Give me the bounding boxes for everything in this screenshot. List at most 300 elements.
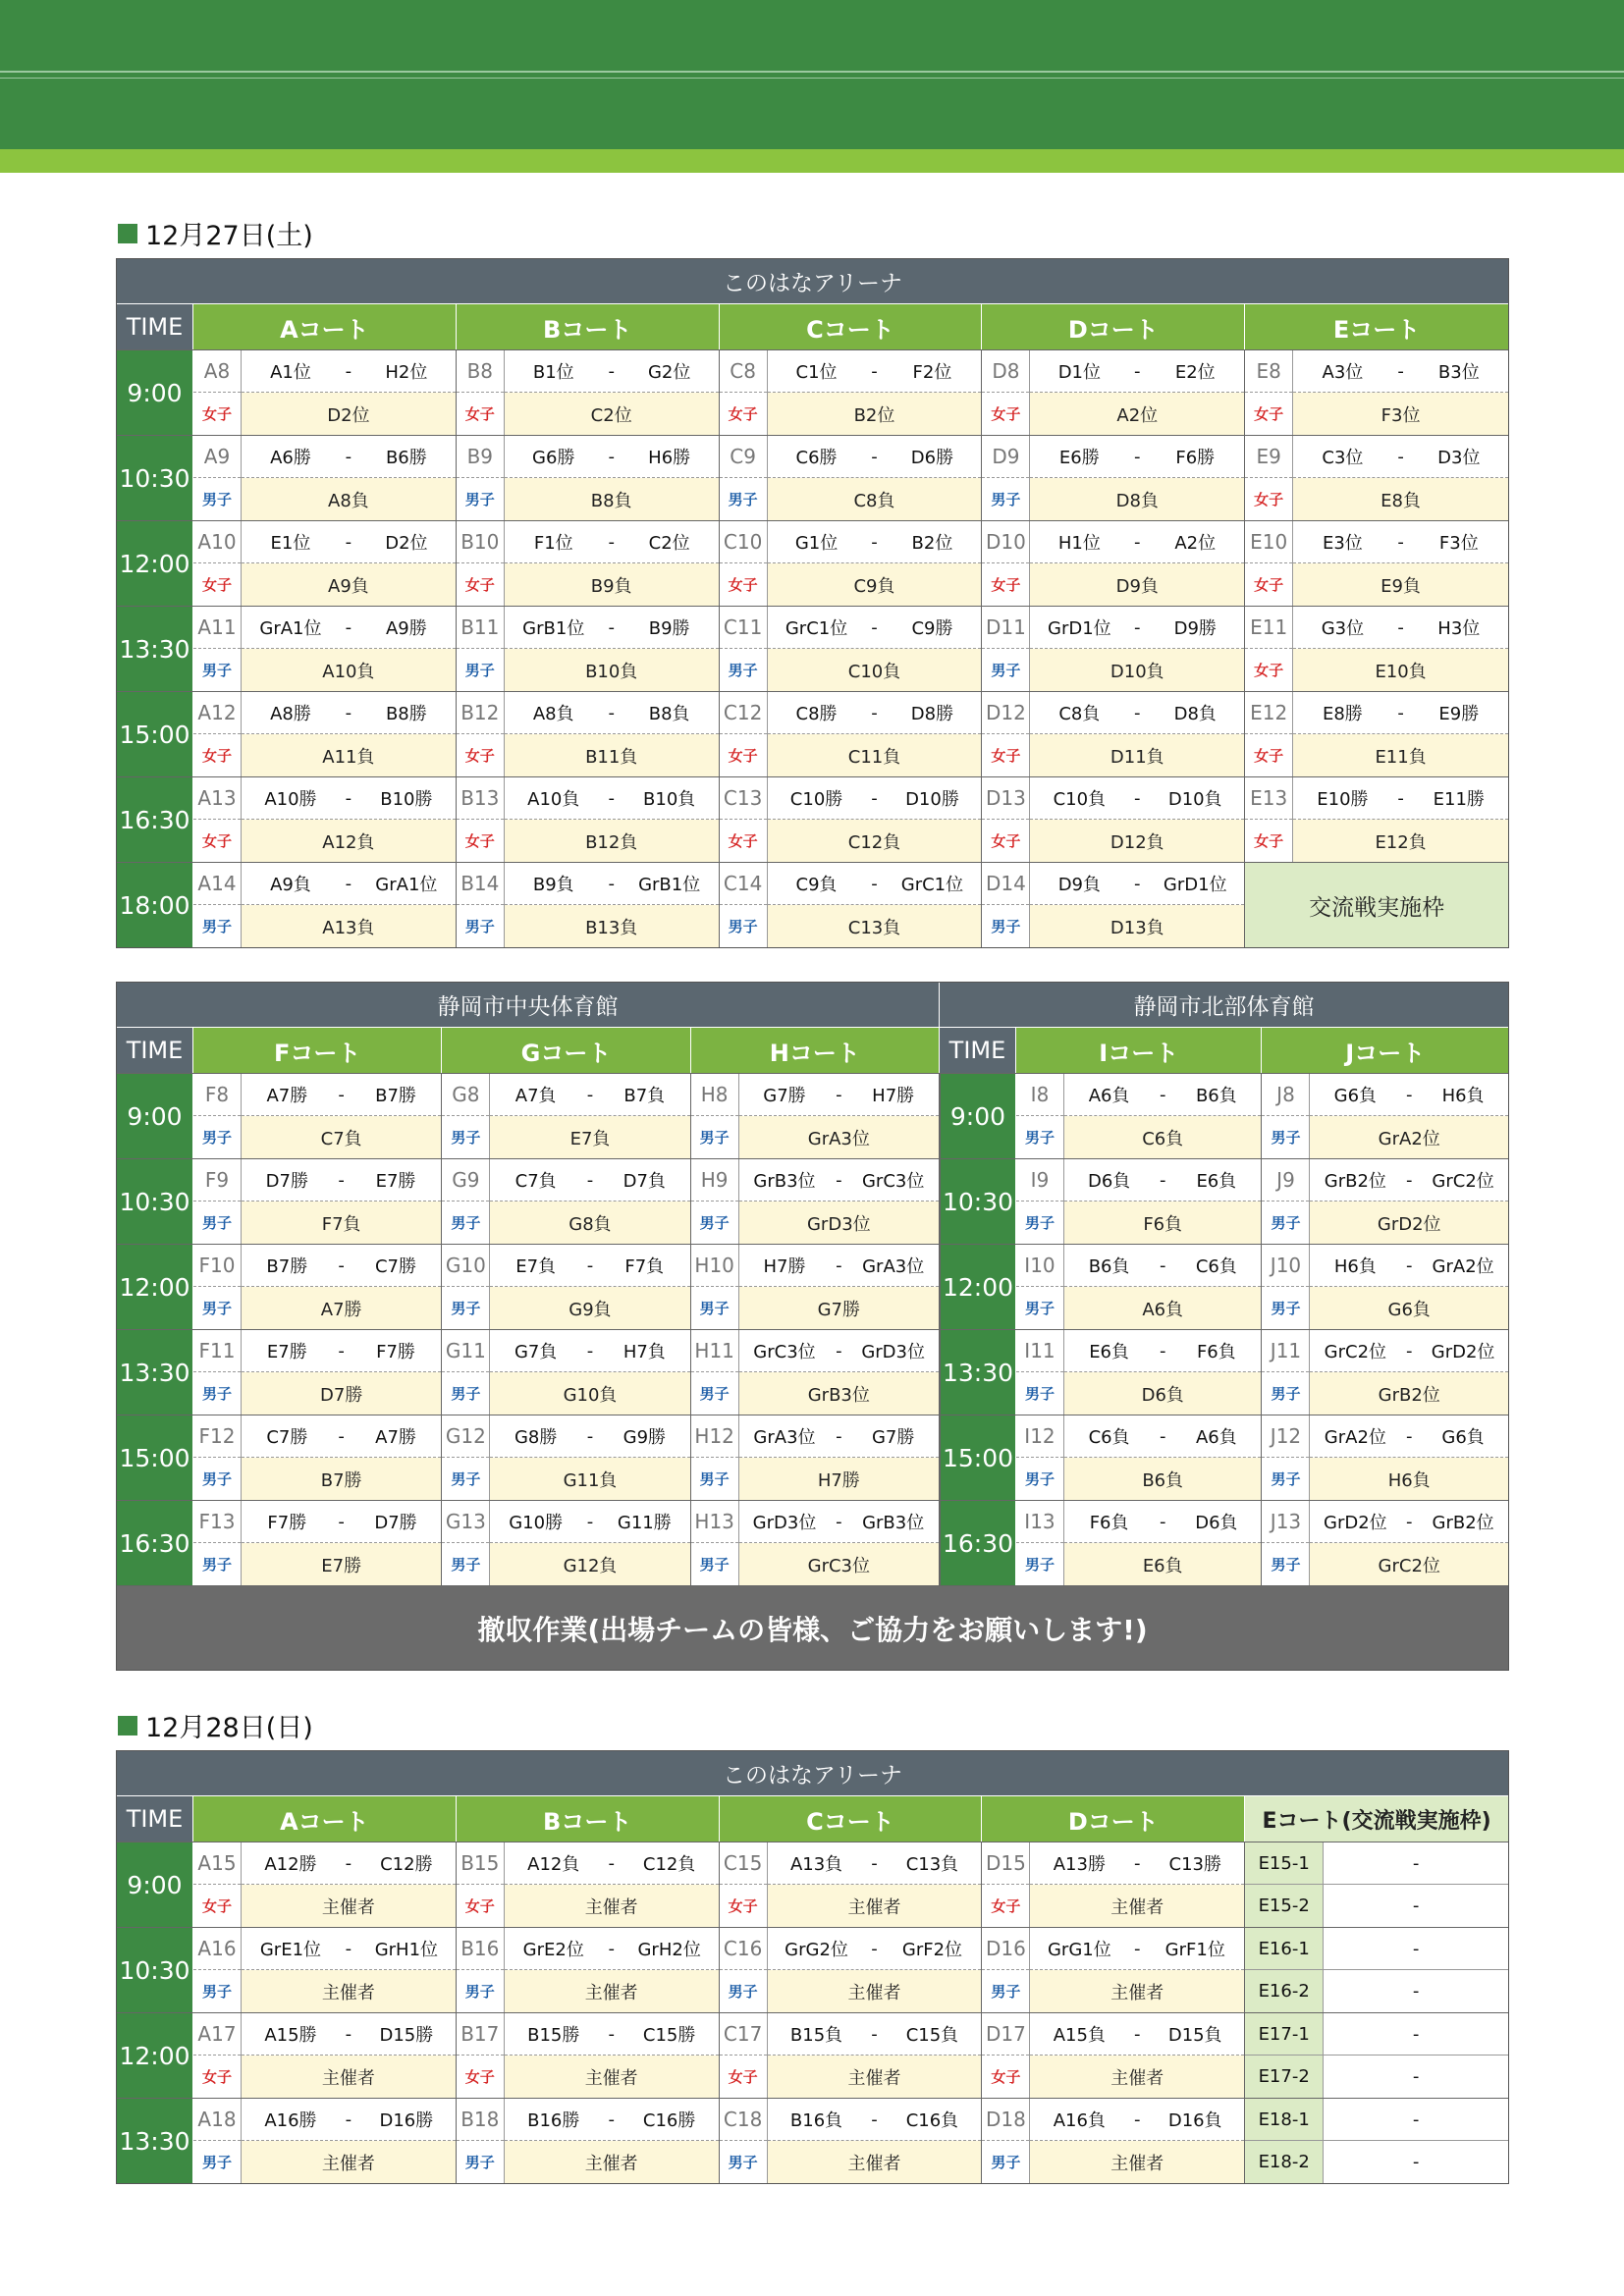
matchup-teams — [1064, 1330, 1262, 1372]
game-label — [193, 1159, 242, 1244]
team-2: GrF1位 — [1164, 1940, 1225, 1960]
vs-dash: - — [1159, 1340, 1166, 1362]
game-id: J11 — [1262, 1330, 1309, 1372]
exchange-slot: 交流戦実施枠 — [1245, 863, 1508, 947]
matchup-teams — [739, 1159, 939, 1201]
game-cell — [691, 1159, 940, 1244]
team-2: H7負 — [623, 1342, 666, 1362]
game-label — [442, 1159, 490, 1244]
matchup — [1030, 436, 1244, 520]
time-label: 15:00 — [940, 1415, 1016, 1500]
game-cell — [193, 1842, 457, 1927]
time-slot-row — [117, 862, 1508, 947]
exchange-line — [1245, 1970, 1508, 2012]
game-cell — [720, 777, 983, 862]
game-cell — [442, 1415, 690, 1500]
game-label — [193, 1245, 242, 1329]
gender-tag: 女子 — [728, 576, 758, 594]
game-label — [982, 2099, 1030, 2183]
matchup-teams — [242, 1330, 441, 1372]
venue-header: このはなアリーナ — [117, 1751, 1508, 1796]
referee: A13負 — [242, 905, 456, 947]
gender-tag: 男子 — [1271, 1214, 1301, 1232]
matchup-teams — [1293, 350, 1508, 393]
team-2: D8勝 — [910, 704, 954, 724]
game-cell — [982, 1842, 1245, 1927]
time-label: 13:30 — [117, 1330, 193, 1415]
referee: E12負 — [1293, 820, 1508, 862]
referee: G11負 — [490, 1458, 689, 1500]
team-2: D15負 — [1167, 2025, 1222, 2046]
referee: A9負 — [242, 563, 456, 606]
vs-dash: - — [586, 1340, 594, 1362]
game-cell — [457, 777, 720, 862]
vs-dash: - — [1397, 787, 1404, 809]
venue-header: 静岡市北部体育館 — [940, 983, 1508, 1028]
exchange-line — [1245, 1885, 1508, 1927]
game-cell — [691, 1415, 940, 1500]
team-1: B7勝 — [266, 1256, 308, 1277]
exchange-game-value: - — [1412, 1896, 1420, 1916]
game-id: H12 — [691, 1415, 738, 1458]
game-cell — [1016, 1074, 1263, 1158]
team-1: GrD2位 — [1324, 1513, 1387, 1533]
game-cell — [193, 1415, 442, 1500]
game-cell — [720, 521, 983, 606]
team-1: D9負 — [1057, 875, 1101, 895]
game-id: E9 — [1245, 436, 1292, 478]
gender-tag: 男子 — [991, 491, 1021, 508]
game-id: C12 — [720, 692, 767, 734]
referee: GrB3位 — [739, 1372, 939, 1415]
time-label: 15:00 — [117, 692, 193, 776]
gender-tag: 女子 — [464, 1897, 495, 1915]
schedule-table-day2-arena — [116, 1750, 1509, 2184]
referee: F7負 — [242, 1201, 441, 1244]
team-2: D7勝 — [374, 1513, 417, 1533]
court-header: Dコート — [982, 304, 1245, 349]
team-2: D15勝 — [379, 2025, 434, 2046]
matchup-teams — [242, 1842, 456, 1885]
gender-tag: 男子 — [201, 1983, 232, 2001]
matchup — [505, 2013, 719, 2098]
matchup-teams — [505, 1842, 719, 1885]
matchup — [242, 2013, 456, 2098]
game-id: A15 — [193, 1842, 241, 1885]
matchup — [1064, 1245, 1262, 1329]
matchup — [242, 692, 456, 776]
team-2: D7負 — [623, 1171, 666, 1192]
vs-dash: - — [345, 1852, 352, 1874]
game-label — [982, 1928, 1030, 2012]
referee: C11負 — [768, 734, 982, 776]
vs-dash: - — [345, 531, 352, 553]
game-label — [1016, 1245, 1064, 1329]
matchup — [1293, 521, 1508, 606]
time-label: 12:00 — [117, 521, 193, 606]
vs-dash: - — [345, 446, 352, 467]
team-1: GrA1位 — [259, 618, 322, 639]
game-id: C14 — [720, 863, 767, 905]
time-header: TIME — [940, 1028, 1016, 1073]
game-id: I9 — [1016, 1159, 1063, 1201]
matchup — [242, 436, 456, 520]
game-label — [442, 1501, 490, 1585]
court-header: Eコート(交流戦実施枠) — [1245, 1796, 1508, 1842]
team-1: G1位 — [794, 533, 839, 554]
team-2: C2位 — [648, 533, 690, 554]
matchup-teams — [505, 692, 719, 734]
game-cell — [457, 350, 720, 435]
matchup-teams — [1030, 777, 1244, 820]
time-slot-row — [117, 1927, 1508, 2012]
time-header: TIME — [117, 304, 193, 349]
matchup-teams — [768, 692, 982, 734]
game-label — [193, 1842, 242, 1927]
gender-tag: 女子 — [991, 1897, 1021, 1915]
vs-dash: - — [345, 1938, 352, 1959]
team-2: G2位 — [647, 362, 691, 383]
time-label: 9:00 — [117, 1074, 193, 1158]
exchange-game-id: E16-1 — [1245, 1928, 1324, 1969]
gender-tag: 男子 — [201, 1385, 232, 1403]
time-slot-row — [117, 435, 1508, 520]
team-1: B9負 — [532, 875, 574, 895]
matchup — [242, 350, 456, 435]
game-label — [193, 692, 242, 776]
exchange-column — [1245, 2099, 1508, 2183]
team-1: A7負 — [514, 1086, 557, 1106]
referee: F6負 — [1064, 1201, 1262, 1244]
matchup-teams — [242, 2099, 456, 2141]
referee: 主催者 — [768, 2141, 982, 2183]
team-2: F3位 — [1438, 533, 1479, 554]
game-id: G9 — [442, 1159, 489, 1201]
vs-dash: - — [586, 1425, 594, 1447]
matchup-teams — [490, 1159, 689, 1201]
referee: B10負 — [505, 649, 719, 691]
team-2: A6負 — [1195, 1427, 1237, 1448]
vs-dash: - — [1134, 1852, 1141, 1874]
team-1: H1位 — [1057, 533, 1101, 554]
matchup — [1064, 1330, 1262, 1415]
game-label — [1262, 1330, 1310, 1415]
game-label — [1016, 1415, 1064, 1500]
vs-dash: - — [836, 1511, 842, 1532]
team-2: C16勝 — [642, 2110, 696, 2131]
team-2: B10勝 — [380, 789, 433, 810]
matchup — [739, 1415, 939, 1500]
game-id: H9 — [691, 1159, 738, 1201]
game-id: B14 — [457, 863, 504, 905]
court-header: Fコート — [193, 1028, 442, 1073]
game-id: E13 — [1245, 777, 1292, 820]
game-cell — [193, 1074, 442, 1158]
game-label — [691, 1245, 739, 1329]
team-1: GrA3位 — [753, 1427, 816, 1448]
matchup-teams — [505, 1928, 719, 1970]
referee: D12負 — [1030, 820, 1244, 862]
exchange-game-value: - — [1412, 2109, 1420, 2130]
referee: A8負 — [242, 478, 456, 520]
matchup-teams — [490, 1415, 689, 1458]
game-cell — [1245, 777, 1508, 862]
game-cell — [720, 2099, 983, 2183]
game-id: A13 — [193, 777, 241, 820]
game-id: D17 — [982, 2013, 1029, 2056]
gender-tag: 女子 — [991, 2068, 1021, 2086]
matchup-teams — [1293, 436, 1508, 478]
game-cell — [193, 350, 457, 435]
team-2: E6負 — [1196, 1171, 1237, 1192]
matchup — [1030, 607, 1244, 691]
game-cell — [193, 1330, 442, 1415]
game-label — [1245, 521, 1293, 606]
matchup-teams — [1030, 436, 1244, 478]
referee: B13負 — [505, 905, 719, 947]
game-id: C16 — [720, 1928, 767, 1970]
gender-tag: 男子 — [451, 1129, 481, 1147]
team-2: F6負 — [1196, 1342, 1236, 1362]
vs-dash: - — [345, 2109, 352, 2130]
team-2: GrB1位 — [638, 875, 701, 895]
vs-dash: - — [871, 360, 878, 382]
team-2: B3位 — [1437, 362, 1480, 383]
gender-tag: 男子 — [1024, 1470, 1055, 1488]
gender-tag: 男子 — [201, 2154, 232, 2171]
team-1: GrE1位 — [259, 1940, 322, 1960]
game-id: C8 — [720, 350, 767, 393]
game-label — [720, 692, 768, 776]
referee: A11負 — [242, 734, 456, 776]
matchup — [1293, 692, 1508, 776]
game-id: E12 — [1245, 692, 1292, 734]
vs-dash: - — [1405, 1255, 1413, 1276]
game-id: H8 — [691, 1074, 738, 1116]
referee: C2位 — [505, 393, 719, 435]
referee: 主催者 — [505, 1970, 719, 2012]
game-id: A16 — [193, 1928, 241, 1970]
vs-dash: - — [345, 616, 352, 638]
exchange-line — [1245, 1842, 1508, 1885]
team-1: G6勝 — [532, 448, 575, 468]
team-1: GrG1位 — [1047, 1940, 1111, 1960]
gender-tag: 女子 — [728, 832, 758, 850]
matchup-teams — [490, 1245, 689, 1287]
game-id: A17 — [193, 2013, 241, 2056]
vs-dash: - — [1159, 1169, 1166, 1191]
game-id: D15 — [982, 1842, 1029, 1885]
header-band — [0, 0, 1624, 173]
game-id: E11 — [1245, 607, 1292, 649]
matchup-teams — [1310, 1159, 1508, 1201]
game-cell — [193, 2099, 457, 2183]
team-2: C16負 — [905, 2110, 959, 2131]
game-label — [1016, 1159, 1064, 1244]
court-header: Iコート — [1016, 1028, 1263, 1073]
game-cell — [1262, 1330, 1508, 1415]
team-1: E3位 — [1322, 533, 1363, 554]
game-label — [982, 863, 1030, 947]
game-cell — [442, 1501, 690, 1585]
court-header: Aコート — [193, 1796, 457, 1842]
matchup-teams — [242, 1928, 456, 1970]
referee: C12負 — [768, 820, 982, 862]
time-label: 18:00 — [117, 863, 193, 947]
header-lime-strip — [0, 149, 1624, 173]
matchup-teams — [1064, 1159, 1262, 1201]
referee: D13負 — [1030, 905, 1244, 947]
time-label: 15:00 — [117, 1415, 193, 1500]
time-label: 10:30 — [117, 436, 193, 520]
matchup-teams — [768, 436, 982, 478]
time-label: 12:00 — [940, 1245, 1016, 1329]
game-id: I10 — [1016, 1245, 1063, 1287]
game-label — [193, 1330, 242, 1415]
vs-dash: - — [1134, 787, 1141, 809]
vs-dash: - — [871, 2023, 878, 2045]
team-2: C9勝 — [911, 618, 953, 639]
game-cell — [442, 1330, 690, 1415]
time-label: 10:30 — [117, 1928, 193, 2012]
game-id: D10 — [982, 521, 1029, 563]
vs-dash: - — [1397, 446, 1404, 467]
team-1: A16負 — [1053, 2110, 1106, 2131]
team-2: H2位 — [385, 362, 428, 383]
matchup — [1030, 350, 1244, 435]
referee: F3位 — [1293, 393, 1508, 435]
game-cell — [193, 521, 457, 606]
game-cell — [1262, 1415, 1508, 1500]
matchup — [1030, 777, 1244, 862]
game-id: E8 — [1245, 350, 1292, 393]
team-2: F6勝 — [1175, 448, 1216, 468]
game-id: D14 — [982, 863, 1029, 905]
vs-dash: - — [1134, 1938, 1141, 1959]
team-1: GrC2位 — [1324, 1342, 1387, 1362]
game-cell — [457, 607, 720, 691]
game-label — [691, 1159, 739, 1244]
team-2: E7勝 — [375, 1171, 416, 1192]
team-1: F6負 — [1089, 1513, 1129, 1533]
team-1: B1位 — [532, 362, 574, 383]
gender-tag: 男子 — [451, 1385, 481, 1403]
matchup-teams — [505, 2099, 719, 2141]
gender-tag: 女子 — [991, 747, 1021, 765]
gender-tag: 女子 — [1254, 662, 1284, 679]
game-label — [442, 1330, 490, 1415]
exchange-game-id: E18-2 — [1245, 2141, 1324, 2183]
game-label — [457, 1842, 505, 1927]
exchange-line — [1245, 2056, 1508, 2098]
referee: G8負 — [490, 1201, 689, 1244]
matchup — [739, 1245, 939, 1329]
matchup — [1064, 1501, 1262, 1585]
team-2: GrH2位 — [637, 1940, 701, 1960]
game-cell — [457, 2013, 720, 2098]
vs-dash: - — [1134, 360, 1141, 382]
game-label — [193, 607, 242, 691]
game-label — [1262, 1074, 1310, 1158]
matchup-teams — [505, 863, 719, 905]
referee: E8負 — [1293, 478, 1508, 520]
team-1: C8勝 — [795, 704, 838, 724]
team-1: A12負 — [527, 1854, 580, 1875]
time-header: TIME — [117, 1796, 193, 1842]
team-1: G10勝 — [509, 1513, 564, 1533]
game-cell — [1262, 1245, 1508, 1329]
game-id: C17 — [720, 2013, 767, 2056]
team-2: E2位 — [1174, 362, 1216, 383]
gender-tag: 男子 — [1271, 1385, 1301, 1403]
matchup — [490, 1501, 689, 1585]
vs-dash: - — [871, 616, 878, 638]
matchup-teams — [490, 1330, 689, 1372]
exchange-game-value: - — [1412, 2066, 1420, 2087]
team-2: D9勝 — [1173, 618, 1217, 639]
team-1: A3位 — [1322, 362, 1364, 383]
vs-dash: - — [1134, 2109, 1141, 2130]
matchup-teams — [768, 863, 982, 905]
referee: E10負 — [1293, 649, 1508, 691]
gender-tag: 男子 — [201, 1214, 232, 1232]
team-1: E7負 — [515, 1256, 557, 1277]
game-id: D12 — [982, 692, 1029, 734]
court-header-row — [117, 1028, 1508, 1073]
matchup-teams — [739, 1501, 939, 1543]
gender-tag: 女子 — [1254, 832, 1284, 850]
vs-dash: - — [608, 531, 615, 553]
matchup-teams — [768, 2099, 982, 2141]
game-label — [720, 2099, 768, 2183]
game-cell — [457, 2099, 720, 2183]
game-cell — [720, 692, 983, 776]
vs-dash: - — [608, 2109, 615, 2130]
matchup — [1030, 2013, 1244, 2098]
game-label — [982, 777, 1030, 862]
game-label — [442, 1074, 490, 1158]
vs-dash: - — [345, 2023, 352, 2045]
team-2: A9勝 — [385, 618, 427, 639]
matchup — [768, 2013, 982, 2098]
matchup-teams — [1293, 777, 1508, 820]
vs-dash: - — [836, 1084, 842, 1105]
vs-dash: - — [338, 1169, 345, 1191]
matchup — [242, 1074, 441, 1158]
game-label — [982, 350, 1030, 435]
team-2: C13勝 — [1168, 1854, 1221, 1875]
team-2: B9勝 — [648, 618, 690, 639]
game-id: F9 — [193, 1159, 241, 1201]
time-label: 16:30 — [117, 777, 193, 862]
team-2: C6負 — [1195, 1256, 1237, 1277]
matchup-teams — [1064, 1501, 1262, 1543]
matchup — [768, 1928, 982, 2012]
team-1: C6負 — [1088, 1427, 1130, 1448]
game-label — [1245, 607, 1293, 691]
game-cell — [1262, 1159, 1508, 1244]
gender-tag: 男子 — [699, 1129, 730, 1147]
game-cell — [193, 777, 457, 862]
game-cell — [1262, 1501, 1508, 1585]
game-id: A18 — [193, 2099, 241, 2141]
game-label — [982, 521, 1030, 606]
game-label — [193, 2013, 242, 2098]
gender-tag: 女子 — [728, 2068, 758, 2086]
matchup-teams — [1030, 863, 1244, 905]
schedule-table-day1-arena — [116, 258, 1509, 948]
game-id: C18 — [720, 2099, 767, 2141]
